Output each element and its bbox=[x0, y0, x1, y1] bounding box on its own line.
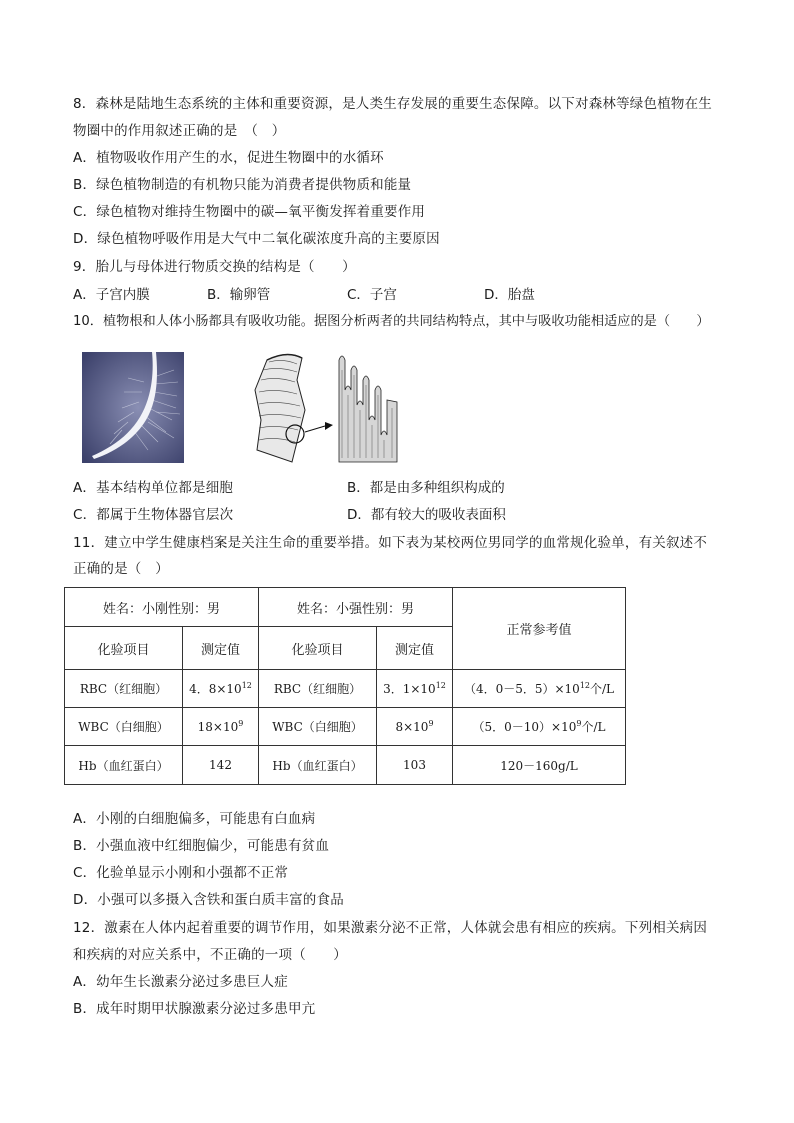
q8-option-b: B．绿色植物制造的有机物只能为消费者提供物质和能量 bbox=[73, 177, 412, 193]
cell-value: 4．$8\times 10^{12}$ bbox=[183, 670, 259, 708]
q9-option-c: C．子宫 bbox=[347, 287, 397, 303]
q8-option-d: D．绿色植物呼吸作用是大气中二氧化碳浓度升高的主要原因 bbox=[73, 231, 440, 247]
q11-stem-line2: 正确的是（ ） bbox=[73, 561, 169, 577]
cell-item: Hb（血红蛋白） bbox=[65, 746, 183, 785]
blood-test-table bbox=[64, 587, 626, 785]
cell-reference: （4．0－5．$5)\times 10^{12}$个/L bbox=[453, 670, 626, 708]
q8-stem-line1: 8．森林是陆地生态系统的主体和重要资源，是人类生存发展的重要生态保障。以下对森林等绿色植物在生 bbox=[73, 96, 712, 112]
q12-stem-line2: 和疾病的对应关系中，不正确的一项（ ） bbox=[73, 947, 347, 963]
table-row bbox=[65, 708, 626, 746]
q12-stem-line1: 12．激素在人体内起着重要的调节作用，如果激素分泌不正常，人体就会患有相应的疾病。下列相关病因 bbox=[73, 920, 708, 936]
cell-reference: 120－160g/L bbox=[453, 746, 626, 785]
q10-option-b: B．都是由多种组织构成的 bbox=[347, 480, 505, 496]
header-student-b: 姓名：小强性别：男 bbox=[259, 588, 453, 627]
cell-item: RBC（红细胞） bbox=[259, 670, 377, 708]
q12-option-b: B．成年时期甲状腺激素分泌过多患甲亢 bbox=[73, 1001, 316, 1017]
cell-item: RBC（红细胞） bbox=[65, 670, 183, 708]
header-student-a: 姓名：小刚性别：男 bbox=[65, 588, 259, 627]
cell-item: WBC（白细胞） bbox=[259, 708, 377, 746]
header-reference: 正常参考值 bbox=[453, 588, 626, 670]
q11-stem-line1: 11．建立中学生健康档案是关注生命的重要举措。如下表为某校两位男同学的血常规化验单，有关叙述不 bbox=[73, 535, 708, 551]
root-hair-image bbox=[82, 352, 184, 463]
q8-option-c: C．绿色植物对维持生物圈中的碳—氧平衡发挥着重要作用 bbox=[73, 204, 426, 220]
q9-option-d: D．胎盘 bbox=[484, 287, 535, 303]
q11-option-d: D．小强可以多摄入含铁和蛋白质丰富的食品 bbox=[73, 892, 344, 908]
table-row bbox=[65, 670, 626, 708]
q8-option-a: A．植物吸收作用产生的水，促进生物圈中的水循环 bbox=[73, 150, 384, 166]
col-value-b: 测定值 bbox=[377, 627, 453, 670]
q10-option-a: A．基本结构单位都是细胞 bbox=[73, 480, 234, 496]
col-value-a: 测定值 bbox=[183, 627, 259, 670]
cell-value: $18\times 10^9$ bbox=[183, 708, 259, 746]
q10-option-d: D．都有较大的吸收表面积 bbox=[347, 507, 506, 523]
q11-option-a: A．小刚的白细胞偏多，可能患有白血病 bbox=[73, 811, 316, 827]
q9-option-b: B．输卵管 bbox=[207, 287, 271, 303]
cell-item: Hb（血红蛋白） bbox=[259, 746, 377, 785]
q11-option-c: C．化验单显示小刚和小强都不正常 bbox=[73, 865, 289, 881]
table-row bbox=[65, 746, 626, 785]
cell-value: 142 bbox=[183, 746, 259, 785]
q9-option-a: A．子宫内膜 bbox=[73, 287, 150, 303]
cell-value: $8\times 10^9$ bbox=[377, 708, 453, 746]
q8-stem-line2: 物圈中的作用叙述正确的是 （ ） bbox=[73, 123, 286, 139]
cell-reference: （5．$0-10)\times 10^9$个/L bbox=[453, 708, 626, 746]
q12-option-a: A．幼年生长激素分泌过多患巨人症 bbox=[73, 974, 288, 990]
q9-stem: 9．胎儿与母体进行物质交换的结构是（ ） bbox=[73, 259, 356, 275]
cell-value: 103 bbox=[377, 746, 453, 785]
q11-option-b: B．小强血液中红细胞偏少，可能患有贫血 bbox=[73, 838, 330, 854]
q10-option-c: C．都属于生物体器官层次 bbox=[73, 507, 234, 523]
small-intestine-image bbox=[247, 350, 402, 465]
cell-item: WBC（白细胞） bbox=[65, 708, 183, 746]
q10-stem: 10．植物根和人体小肠都具有吸收功能。据图分析两者的共同结构特点，其中与吸收功能相适应的是（ ） bbox=[73, 314, 710, 329]
col-item-a: 化验项目 bbox=[65, 627, 183, 670]
col-item-b: 化验项目 bbox=[259, 627, 377, 670]
cell-value: 3．$1\times 10^{12}$ bbox=[377, 670, 453, 708]
